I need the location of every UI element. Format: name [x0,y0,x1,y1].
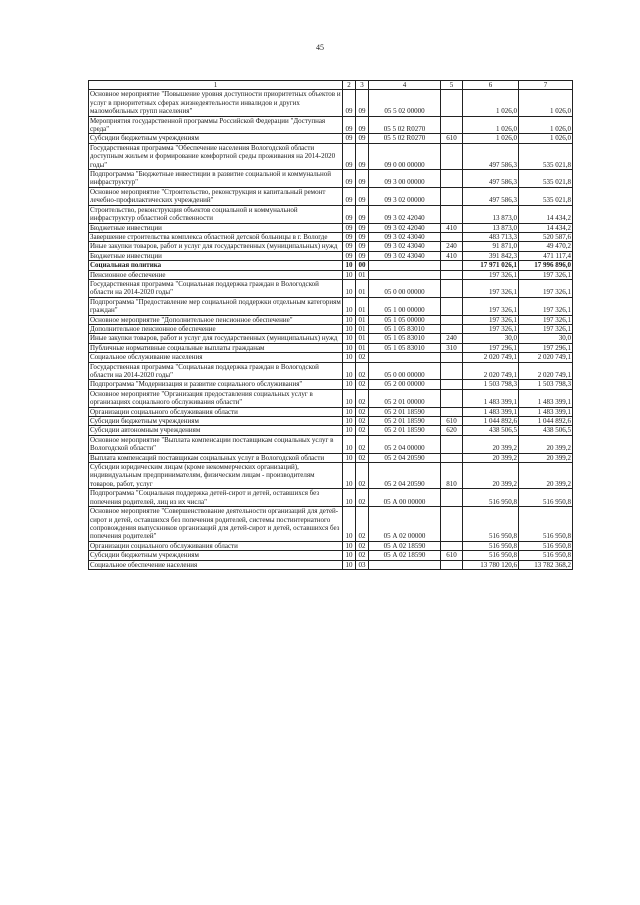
table-row [89,489,573,507]
row-name-cell: Подпрограмма "Предоставление мер социальной поддержки отдельным категориям граждан" [90,297,341,315]
row-target-article-cell: 05 2 04 20590 [369,463,441,489]
row-name-cell: Государственная программа "Социальная поддержка граждан в Вологодской области на 2014-2020 годы" [89,279,343,297]
row-amount-7-cell: 516 950,8 [519,489,573,507]
row-section-cell: 10 [343,362,356,380]
row-section-cell: 10 [343,407,356,416]
row-name-cell: Мероприятия государственной программы Российской Федерации "Доступная среда" [89,116,343,134]
row-amount-7-cell: 1 503 798,3 [519,380,573,389]
row-expense-type-cell: 620 [441,426,463,435]
row-target-article-cell [369,353,441,362]
row-subsection-cell: 02 [356,463,369,489]
table-row [89,507,573,542]
row-subsection-cell: 09 [356,116,369,134]
row-expense-type-cell [441,170,463,188]
row-amount-7-cell: 535 021,8 [519,143,573,169]
row-name-cell: Публичные нормативные социальные выплаты гражданам [89,343,343,352]
row-amount-7-cell: 20 399,2 [519,463,573,489]
row-amount-7-cell: 20 399,2 [519,453,573,462]
row-subsection-cell: 02 [356,453,369,462]
row-section-cell: 09 [343,143,356,169]
row-amount-6-cell: 197 326,1 [463,315,519,324]
row-amount-6-cell: 20 399,2 [463,453,519,462]
header-cell-expense-type: 5 [441,81,463,90]
row-name-cell: Основное мероприятие "Выплата компенсации поставщикам социальных услуг в Вологодской области" [89,435,343,453]
table-row [89,389,573,407]
row-name-cell: Основное мероприятие "Организация предоставления социальных услуг в организациях социального обслуживания области" [89,389,343,407]
row-name-cell: Завершение строительства комплекса областной детской больницы в г. Вологде [89,232,343,241]
table-row [89,380,573,389]
row-target-article-cell: 05 2 01 18590 [369,417,441,426]
row-section-cell: 10 [343,426,356,435]
table-row [89,90,573,116]
row-name-cell: Строительство, реконструкция объектов социальной и коммунальной инфраструктур областной собственности [89,205,343,223]
table-row [89,463,573,489]
row-target-article-cell: 05 1 05 83010 [369,343,441,352]
row-expense-type-cell [441,261,463,270]
row-subsection-cell: 01 [356,270,369,279]
row-subsection-cell: 09 [356,134,369,143]
row-amount-7-cell: 30,0 [519,334,573,343]
row-amount-6-cell: 1 483 399,1 [463,407,519,416]
row-section-cell: 10 [343,541,356,550]
row-section-cell: 10 [343,507,356,542]
row-expense-type-cell [441,205,463,223]
row-amount-7-cell: 197 326,1 [519,270,573,279]
row-amount-7-cell: 516 950,8 [519,541,573,550]
row-expense-type-cell: 410 [441,251,463,260]
row-amount-7-cell: 13 782 368,2 [519,560,573,569]
row-name-cell: Пенсионное обеспечение [89,270,343,279]
row-name-cell: Государственная программа "Социальная поддержка граждан в Вологодской области на 2014-2020 годы" [89,362,343,380]
row-name-cell: Основное мероприятие "Совершенствование деятельности организаций для детей-сирот и детей, оставшихся без попечения родителей, системы постинтернатного сопровождения выпускников организаций для детей-сирот и детей, оставшихся без попечения родителей" [89,507,343,542]
row-subsection-cell: 02 [356,551,369,560]
table-row [89,560,573,569]
row-name-cell: Бюджетные инвестиции [89,251,343,260]
row-subsection-cell: 02 [356,417,369,426]
table-row [89,324,573,333]
row-target-article-cell: 05 2 01 18590 [369,407,441,416]
row-name-cell: Социальная политика [89,261,343,270]
row-subsection-cell: 09 [356,205,369,223]
row-section-cell: 10 [343,417,356,426]
table-row [89,343,573,352]
row-amount-7-cell: 197 296,1 [519,343,573,352]
row-section-cell: 09 [343,170,356,188]
row-subsection-cell: 00 [356,261,369,270]
header-cell-amount-6: 6 [463,81,519,90]
row-expense-type-cell: 610 [441,417,463,426]
row-target-article-cell: 05 5 02 R0270 [369,134,441,143]
row-amount-7-cell: 438 506,5 [519,426,573,435]
row-target-article-cell: 05 0 00 00000 [369,279,441,297]
row-target-article-cell: 05 5 02 00000 [369,90,441,116]
row-name-cell: Государственная программа "Обеспечение населения Вологодской области доступным жильем и формирование комфортной среды проживания на 2014-2020 годы" [89,143,343,169]
row-amount-6-cell: 516 950,8 [463,489,519,507]
row-amount-7-cell: 1 026,0 [519,134,573,143]
row-section-cell: 09 [343,223,356,232]
row-expense-type-cell [441,187,463,205]
row-amount-7-cell: 516 950,8 [519,507,573,542]
table-row [89,417,573,426]
row-target-article-cell: 09 3 02 43040 [369,232,441,241]
row-subsection-cell: 09 [356,170,369,188]
row-expense-type-cell [441,507,463,542]
row-section-cell: 10 [343,551,356,560]
row-amount-7-cell: 197 326,1 [519,297,573,315]
row-name-cell: Основное мероприятие "Повышение уровня доступности приоритетных объектов и услуг в приоритетных сферах жизнедеятельности инвалидов и других маломобильных групп населения" [90,90,341,116]
row-section-cell: 10 [343,453,356,462]
row-amount-6-cell: 1 026,0 [463,116,519,134]
row-section-cell: 09 [343,187,356,205]
row-subsection-cell: 02 [356,353,369,362]
row-amount-6-cell: 1 483 399,1 [463,389,519,407]
row-amount-6-cell: 197 326,1 [463,324,519,333]
row-target-article-cell: 09 3 02 42040 [369,223,441,232]
table-row [89,551,573,560]
row-amount-7-cell: 535 021,8 [519,187,573,205]
row-subsection-cell: 01 [356,297,369,315]
row-amount-6-cell: 91 871,0 [463,242,519,251]
table-row [89,279,573,297]
row-amount-7-cell: 1 026,0 [519,116,573,134]
row-amount-6-cell: 17 971 026,1 [463,261,519,270]
row-target-article-cell: 09 3 02 42040 [369,205,441,223]
table-row [89,362,573,380]
table-row [89,270,573,279]
header-cell-amount-7: 7 [519,81,573,90]
row-section-cell: 10 [343,435,356,453]
row-expense-type-cell: 310 [441,343,463,352]
header-cell-section: 2 [343,81,356,90]
row-amount-6-cell: 197 326,1 [463,279,519,297]
row-expense-type-cell: 410 [441,223,463,232]
row-target-article-cell: 05 1 00 00000 [369,297,441,315]
row-name-cell: Подпрограмма "Бюджетные инвестиции в развитие социальной и коммунальной инфраструктур" [89,170,343,188]
row-subsection-cell: 01 [356,279,369,297]
row-section-cell: 09 [343,90,356,116]
table-row [89,426,573,435]
row-name-cell: Основное мероприятие "Строительство, реконструкция и капитальный ремонт лечебно-профилактических учреждений" [89,187,343,205]
row-amount-6-cell: 197 326,1 [463,270,519,279]
row-name-cell: Иные закупки товаров, работ и услуг для государственных (муниципальных) нужд [89,334,343,343]
row-target-article-cell: 05 А 02 18590 [369,551,441,560]
row-section-cell: 10 [343,324,356,333]
row-amount-6-cell: 497 586,3 [463,143,519,169]
row-amount-7-cell: 2 020 749,1 [519,362,573,380]
row-amount-7-cell: 520 587,6 [519,232,573,241]
row-amount-6-cell: 516 950,8 [463,541,519,550]
row-amount-6-cell: 483 713,3 [463,232,519,241]
row-expense-type-cell [441,435,463,453]
row-amount-7-cell: 197 326,1 [519,324,573,333]
row-target-article-cell: 09 3 02 00000 [369,187,441,205]
row-amount-6-cell: 20 399,2 [463,463,519,489]
row-amount-6-cell: 497 586,3 [463,170,519,188]
row-amount-7-cell: 1 044 892,6 [519,417,573,426]
row-amount-7-cell: 1 026,0 [519,90,573,116]
table-row [89,353,573,362]
row-expense-type-cell [441,380,463,389]
table-row [89,261,573,270]
table-row [89,187,573,205]
row-expense-type-cell [441,90,463,116]
row-expense-type-cell [441,279,463,297]
table-row [89,134,573,143]
row-subsection-cell: 09 [356,90,369,116]
row-subsection-cell: 03 [356,560,369,569]
row-amount-6-cell: 516 950,8 [463,551,519,560]
table-row [89,205,573,223]
row-target-article-cell: 05 А 02 00000 [369,507,441,542]
row-expense-type-cell [441,315,463,324]
row-name-cell: Субсидии бюджетным учреждениям [89,134,343,143]
row-section-cell: 09 [343,242,356,251]
table-row [89,116,573,134]
row-expense-type-cell: 240 [441,242,463,251]
table-row [89,251,573,260]
row-section-cell: 09 [343,116,356,134]
row-section-cell: 10 [343,353,356,362]
row-subsection-cell: 02 [356,389,369,407]
row-amount-6-cell: 197 296,1 [463,343,519,352]
row-target-article-cell: 05 А 00 00000 [369,489,441,507]
row-amount-7-cell: 49 470,2 [519,242,573,251]
table-row [89,143,573,169]
row-subsection-cell: 09 [356,223,369,232]
row-name-cell: Организации социального обслуживания области [89,541,343,550]
row-expense-type-cell [441,116,463,134]
page-number: 45 [316,43,324,52]
row-target-article-cell [369,560,441,569]
row-expense-type-cell [441,232,463,241]
row-subsection-cell: 02 [356,507,369,542]
row-amount-7-cell: 17 996 896,0 [519,261,573,270]
table-row [89,435,573,453]
row-amount-7-cell: 471 117,4 [519,251,573,260]
row-subsection-cell: 01 [356,334,369,343]
row-target-article-cell: 05 2 01 00000 [369,389,441,407]
row-name-cell: Субсидии юридическим лицам (кроме некоммерческих организаций), индивидуальным предпринимателям, физическим лицам - производителям товаров, работ, услуг [89,463,343,489]
row-amount-7-cell: 197 326,1 [519,279,573,297]
row-target-article-cell: 05 А 02 18590 [369,541,441,550]
header-cell-target-article: 4 [369,81,441,90]
row-amount-6-cell: 516 950,8 [463,507,519,542]
table-header-row [89,81,573,90]
row-subsection-cell: 02 [356,380,369,389]
row-target-article-cell: 05 0 00 00000 [369,362,441,380]
row-name-cell: Социальное обслуживание населения [89,353,343,362]
row-amount-7-cell: 516 950,8 [519,551,573,560]
row-section-cell: 10 [343,270,356,279]
row-section-cell: 10 [343,489,356,507]
row-target-article-cell: 09 3 02 43040 [369,251,441,260]
row-amount-7-cell: 20 399,2 [519,435,573,453]
row-subsection-cell: 02 [356,426,369,435]
row-amount-7-cell: 197 326,1 [519,315,573,324]
row-target-article-cell: 05 1 05 83010 [369,324,441,333]
row-section-cell: 09 [343,251,356,260]
row-name-cell: Субсидии бюджетным учреждениям [89,417,343,426]
row-name-cell: Субсидии автономным учреждениям [89,426,343,435]
table-row [89,315,573,324]
row-section-cell: 10 [343,389,356,407]
table-row [89,297,573,315]
row-section-cell: 10 [343,261,356,270]
row-amount-6-cell: 20 399,2 [463,435,519,453]
table-row [89,407,573,416]
row-section-cell: 10 [343,343,356,352]
table-row [89,232,573,241]
row-amount-7-cell: 1 483 399,1 [519,407,573,416]
row-amount-6-cell: 13 780 120,6 [463,560,519,569]
row-expense-type-cell [441,489,463,507]
table-row [89,223,573,232]
row-name-cell: Подпрограмма "Модернизация и развитие социального обслуживания" [89,380,343,389]
row-target-article-cell [369,270,441,279]
row-amount-6-cell: 13 873,0 [463,223,519,232]
row-target-article-cell: 05 2 00 00000 [369,380,441,389]
row-name-cell: Дополнительное пенсионное обеспечение [89,324,343,333]
row-subsection-cell: 02 [356,407,369,416]
row-section-cell: 09 [343,134,356,143]
row-target-article-cell: 05 2 04 00000 [369,435,441,453]
row-name-cell: Подпрограмма "Социальная поддержка детей-сирот и детей, оставшихся без попечения родителей, лиц из их числа" [89,489,343,507]
row-expense-type-cell [441,407,463,416]
row-subsection-cell: 01 [356,324,369,333]
row-target-article-cell: 05 1 05 83010 [369,334,441,343]
row-expense-type-cell [441,297,463,315]
row-target-article-cell: 05 1 05 00000 [369,315,441,324]
row-expense-type-cell: 810 [441,463,463,489]
row-amount-6-cell: 2 020 749,1 [463,353,519,362]
row-section-cell: 10 [343,315,356,324]
row-subsection-cell: 09 [356,232,369,241]
row-expense-type-cell [441,270,463,279]
row-subsection-cell: 09 [356,242,369,251]
row-name-cell: Организации социального обслуживания области [89,407,343,416]
row-name-cell: Социальное обеспечение населения [89,560,343,569]
row-section-cell: 10 [343,279,356,297]
row-amount-6-cell: 391 842,3 [463,251,519,260]
row-amount-6-cell: 1 044 892,6 [463,417,519,426]
row-target-article-cell: 09 3 00 00000 [369,170,441,188]
header-cell-subsection: 3 [356,81,369,90]
table-row [89,334,573,343]
row-name-cell: Бюджетные инвестиции [89,223,343,232]
row-section-cell: 10 [343,334,356,343]
row-amount-7-cell: 2 020 749,1 [519,353,573,362]
row-subsection-cell: 02 [356,489,369,507]
row-expense-type-cell: 240 [441,334,463,343]
row-target-article-cell: 05 5 02 R0270 [369,116,441,134]
header-cell-name: 1 [89,81,343,90]
row-section-cell: 09 [343,205,356,223]
row-expense-type-cell [441,362,463,380]
row-amount-6-cell: 30,0 [463,334,519,343]
row-name-cell: Субсидии бюджетным учреждениям [89,551,343,560]
row-expense-type-cell [441,143,463,169]
row-name-cell: Иные закупки товаров, работ и услуг для государственных (муниципальных) нужд [89,242,343,251]
row-subsection-cell: 09 [356,251,369,260]
row-section-cell: 10 [343,463,356,489]
row-expense-type-cell [441,353,463,362]
row-target-article-cell: 05 2 04 20590 [369,453,441,462]
row-target-article-cell: 09 3 02 43040 [369,242,441,251]
row-subsection-cell: 02 [356,362,369,380]
table-row [89,242,573,251]
row-target-article-cell [369,261,441,270]
row-section-cell: 10 [343,380,356,389]
row-subsection-cell: 01 [356,315,369,324]
row-amount-7-cell: 14 434,2 [519,223,573,232]
row-expense-type-cell: 610 [441,134,463,143]
row-subsection-cell: 09 [356,187,369,205]
table-row [89,453,573,462]
table-row [89,170,573,188]
row-amount-7-cell: 535 021,8 [519,170,573,188]
row-target-article-cell: 05 2 01 18590 [369,426,441,435]
row-target-article-cell: 09 0 00 00000 [369,143,441,169]
budget-table [88,80,573,570]
row-amount-6-cell: 1 503 798,3 [463,380,519,389]
row-amount-6-cell: 438 506,5 [463,426,519,435]
row-amount-7-cell: 14 434,2 [519,205,573,223]
row-expense-type-cell [441,389,463,407]
row-expense-type-cell [441,560,463,569]
row-amount-6-cell: 13 873,0 [463,205,519,223]
row-name-cell: Основное мероприятие "Дополнительное пенсионное обеспечение" [89,315,343,324]
row-expense-type-cell [441,324,463,333]
row-subsection-cell: 01 [356,343,369,352]
row-amount-7-cell: 1 483 399,1 [519,389,573,407]
row-subsection-cell: 02 [356,541,369,550]
row-subsection-cell: 09 [356,143,369,169]
row-expense-type-cell [441,453,463,462]
row-amount-6-cell: 497 586,3 [463,187,519,205]
row-amount-6-cell: 197 326,1 [463,297,519,315]
row-section-cell: 10 [343,560,356,569]
row-amount-6-cell: 1 026,0 [463,134,519,143]
row-name-cell: Выплата компенсаций поставщикам социальных услуг в Вологодской области [89,453,343,462]
row-section-cell: 09 [343,232,356,241]
row-amount-6-cell: 1 026,0 [463,90,519,116]
row-section-cell: 10 [343,297,356,315]
table-row [89,541,573,550]
row-amount-6-cell: 2 020 749,1 [463,362,519,380]
row-expense-type-cell [441,541,463,550]
row-subsection-cell: 02 [356,435,369,453]
row-expense-type-cell: 610 [441,551,463,560]
